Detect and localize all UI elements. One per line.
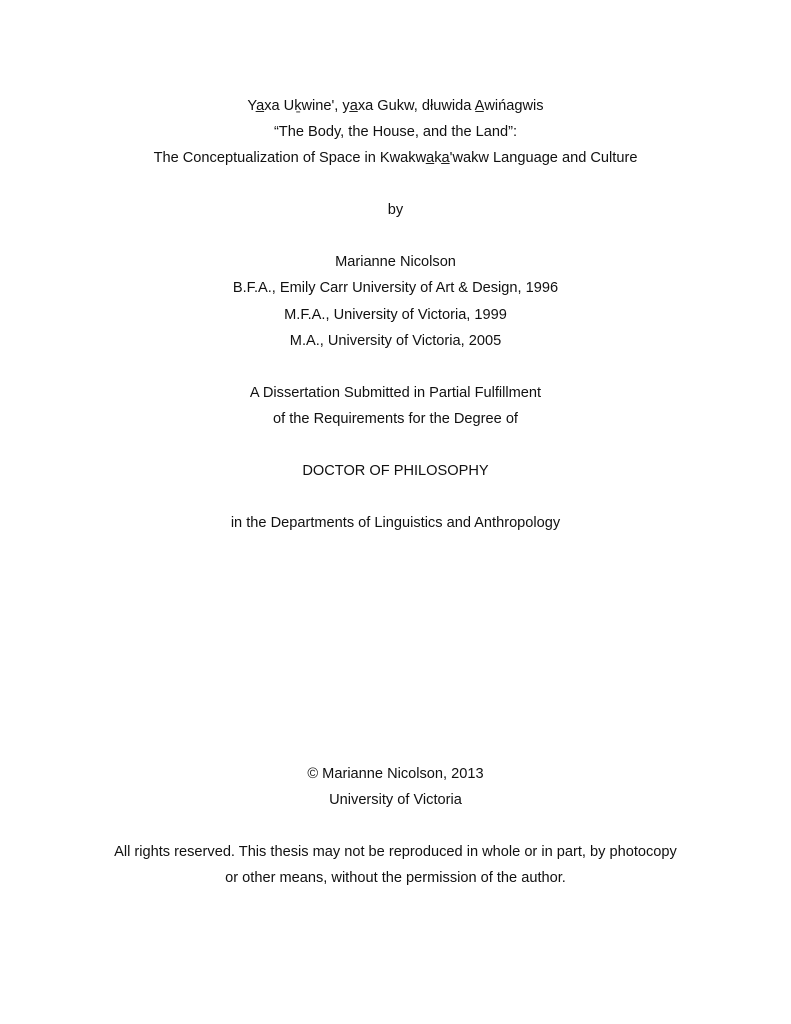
prior-degree-mfa: M.F.A., University of Victoria, 1999 <box>284 307 507 323</box>
submission-statement-1: A Dissertation Submitted in Partial Fulfillment <box>249 385 542 401</box>
title-kwakwala: Ya̲xa Uḵwine', ya̲xa Gukw, dłuwida A̲wińagwis <box>247 98 544 114</box>
title-english: “The Body, the House, and the Land”: <box>273 124 518 140</box>
institution: University of Victoria <box>329 792 462 808</box>
rights-statement-2: or other means, without the permission of the author. <box>225 870 566 886</box>
by-label: by <box>387 202 404 218</box>
copyright-notice: © Marianne Nicolson, 2013 <box>307 766 484 782</box>
prior-degree-ma: M.A., University of Victoria, 2005 <box>289 333 502 349</box>
departments: in the Departments of Linguistics and Anthropology <box>230 515 561 531</box>
rights-statement-1: All rights reserved. This thesis may not be reproduced in whole or in part, by photocopy <box>114 844 677 860</box>
author-name: Marianne Nicolson <box>335 254 456 270</box>
submission-statement-2: of the Requirements for the Degree of <box>273 411 518 427</box>
subtitle: The Conceptualization of Space in Kwakwa̲ka̲'wakw Language and Culture <box>153 150 638 166</box>
prior-degree-bfa: B.F.A., Emily Carr University of Art & Design, 1996 <box>232 280 559 296</box>
degree-sought: DOCTOR OF PHILOSOPHY <box>302 463 489 479</box>
